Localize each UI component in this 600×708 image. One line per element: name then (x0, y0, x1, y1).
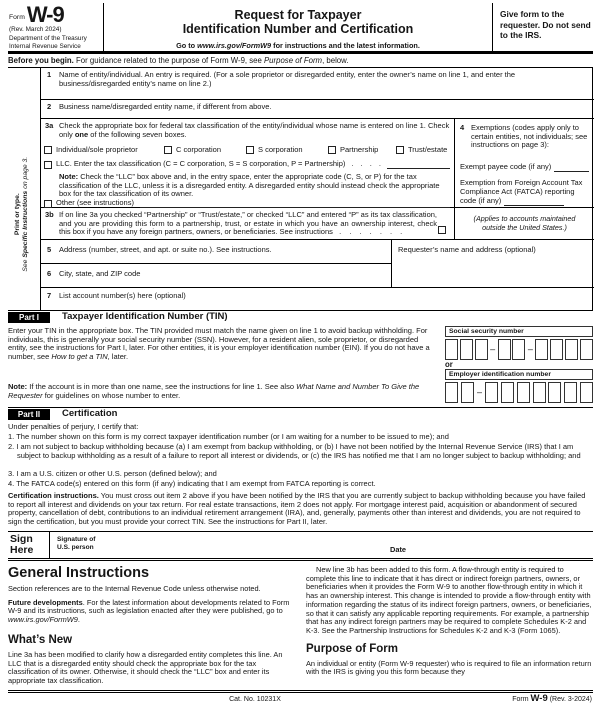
checkbox-foreign-partners[interactable] (438, 226, 446, 234)
fatca-code-row (460, 197, 589, 206)
form-url: www.irs.gov/FormW9 (197, 41, 272, 50)
line7-account-input[interactable] (241, 292, 588, 306)
sign-word: Sign (10, 533, 33, 545)
form-title-line2: Identification Number and Certification (182, 22, 414, 36)
ein-digit-cell[interactable] (580, 382, 593, 403)
ssn-label-box: Social security number (445, 326, 593, 337)
gi-future-developments (8, 599, 292, 625)
applies-note: (Applies to accounts maintained outside the United States.) (473, 214, 576, 232)
signature-label-line2: U.S. person (57, 544, 94, 551)
cert-item-1: 1. The number shown on this form is my correct taxpayer identification number (or I am waiting for a number to be issued to me); and (8, 432, 449, 441)
part1-title: Taxpayer Identification Number (TIN) (62, 311, 228, 322)
line3b-number: 3b (45, 210, 54, 219)
ein-digit-cell[interactable] (548, 382, 561, 403)
date-input[interactable] (428, 536, 593, 556)
part2-badge: Part II (8, 409, 50, 420)
ssn-digit-cell[interactable] (475, 339, 488, 360)
classification-option-llc (44, 160, 450, 169)
part1-header (8, 310, 593, 324)
purpose-of-form-title: Purpose of Form (306, 642, 399, 655)
whats-new-title: What’s New (8, 633, 73, 646)
ssn-dash: – (527, 344, 533, 354)
checkbox-s-corporation-label[interactable]: S corporation (258, 145, 303, 154)
checkbox-other[interactable] (44, 200, 52, 208)
gi-future-tail: . (77, 615, 80, 625)
see-instructions-pre: See (22, 257, 29, 272)
ssn-digit-cell[interactable] (580, 339, 593, 360)
cert-item-3: 3. I am a U.S. citizen or other U.S. person (defined below); and (8, 469, 217, 478)
line3a-number: 3a (45, 121, 54, 130)
row-name (41, 68, 594, 100)
checkbox-llc-label[interactable]: LLC. Enter the tax classification (C = C corporation, S = S corporation, P = Partnership) (56, 159, 346, 169)
line3a-label-post: of the following seven boxes. (88, 129, 187, 139)
applies-note-box (455, 208, 594, 240)
ssn-digit-cell[interactable] (565, 339, 578, 360)
gi-future-url: www.irs.gov/FormW9 (8, 615, 78, 625)
form-subtitle-pre: Go to (176, 41, 198, 50)
part1-badge: Part I (8, 312, 50, 323)
part1-note-italic: What Name and Number To Give the Requester (8, 382, 420, 400)
ein-dash: – (477, 387, 483, 397)
section-3b (41, 208, 454, 240)
exempt-payee-row (460, 163, 589, 172)
checkbox-individual[interactable] (44, 146, 52, 154)
ein-cells (445, 382, 593, 403)
llc-note-text: Check the “LLC” box above and, in the entry space, enter the appropriate code (C, S, or P) for the tax classification of the LLC, unless it is a disregarded entity. A disregarded entity should instead check the appropriate box for the tax classification of its owner. (59, 172, 440, 199)
footer-form-pre: Form (512, 696, 531, 703)
classification-option-other (44, 199, 450, 208)
gi-future-text: . For the latest information about developments related to Form W-9 and its instructions, such as legislation enacted after they were published, go to (8, 597, 290, 616)
see-instructions-tail: on page 3. (22, 156, 29, 191)
line2-business-name-input[interactable] (301, 102, 590, 116)
ssn-cells (445, 339, 593, 360)
line6-label: City, state, and ZIP code (59, 269, 141, 278)
ssn-digit-cell[interactable] (498, 339, 511, 360)
llc-note-lead: Note: (59, 172, 79, 181)
requester-label: Requester’s name and address (optional) (398, 245, 536, 254)
exempt-payee-label: Exempt payee code (if any) (460, 162, 552, 172)
line3a-label-pre: Check the appropriate box for federal tax classification of the entity/individual whose name is entered on line 1. Check only (59, 121, 450, 139)
before-you-begin-tail: , below. (322, 56, 349, 65)
here-word: Here (10, 544, 34, 556)
signature-input[interactable] (118, 536, 368, 556)
sign-row-rule (8, 558, 593, 561)
row-address (41, 240, 391, 264)
part1-note-tail: for guidelines on whose number to enter. (42, 390, 181, 400)
checkbox-c-corporation-label[interactable]: C corporation (176, 145, 222, 154)
line3b-label: If on line 3a you checked “Partnership” or “Trust/estate,” or checked “LLC” and entered “P” as its tax classification, and you are providing this form to a partnership, trust, or estate in which you have an ownership interest, check this box if you have any foreign partners, owners, or beneficiaries. See instructions (59, 210, 437, 237)
line5-address-input[interactable] (59, 255, 384, 263)
form-title-block (104, 3, 493, 51)
llc-tax-code-entry[interactable] (387, 160, 450, 169)
part1-note (8, 383, 436, 400)
classification-option-s-corp[interactable] (246, 146, 303, 155)
part1-instructions (8, 327, 436, 361)
sign-here-row (8, 531, 593, 558)
line2-label: Business name/disregarded entity name, if different from above. (59, 102, 272, 111)
checkbox-other-label[interactable]: Other (see instructions) (56, 198, 134, 208)
row-city-state-zip (41, 264, 594, 288)
fatca-code-label: code (if any) (460, 196, 502, 206)
ein-digit-cell[interactable] (501, 382, 514, 403)
before-you-begin (8, 56, 593, 68)
line1-name-input[interactable] (59, 88, 590, 98)
footer-form-rev: (Rev. 3-2024) (547, 696, 592, 703)
other-entry[interactable] (140, 199, 450, 208)
checkbox-c-corporation[interactable] (164, 146, 172, 154)
line5-label: Address (number, street, and apt. or suite no.). See instructions. (59, 245, 272, 254)
sign-here-label (10, 534, 33, 556)
line2-number: 2 (47, 102, 52, 111)
fatca-label: Exemption from Foreign Account Tax Compliance Act (FATCA) reporting (460, 178, 583, 196)
part1-para-italic: How to get a TIN (51, 351, 108, 361)
classification-option-partnership[interactable] (328, 146, 378, 155)
cert-item-4: 4. The FATCA code(s) entered on this form (if any) indicating that I am exempt from FATCA reporting is correct. (8, 479, 376, 488)
part1-para-pre: Enter your TIN in the appropriate box. The TIN provided must match the name given on line 1 to avoid backup withholding. For individuals, this is generally your social security number (SSN). However, for a resident alien, sole proprietor, or disregarded entity, see the instructions for Part I, later. For other entities, it is your employer identification number (EIN). If you do not have a number, see (8, 326, 430, 361)
before-you-begin-lead: Before you begin. (8, 56, 74, 65)
ssn-digit-cell[interactable] (445, 339, 458, 360)
certification-instructions-lead: Certification instructions. (8, 491, 99, 500)
line1-number: 1 (47, 70, 52, 79)
signature-label (57, 536, 95, 552)
line5-number: 5 (47, 245, 52, 254)
general-instructions-title: General Instructions (8, 565, 150, 581)
form-subtitle (104, 41, 492, 50)
before-you-begin-italic: Purpose of Form (263, 56, 323, 65)
catalog-number: Cat. No. 10231X (229, 696, 281, 703)
date-label: Date (390, 545, 407, 554)
part2-title: Certification (62, 408, 118, 419)
classification-option-c-corp[interactable] (164, 146, 221, 155)
give-form-note: Give form to the requester. Do not send to the IRS. (500, 9, 591, 40)
ssn-digit-cell[interactable] (460, 339, 473, 360)
gi-section-references: Section references are to the Internal Revenue Code unless otherwise noted. (8, 584, 261, 593)
classification-option-individual[interactable] (44, 146, 138, 155)
fatca-code-entry[interactable] (504, 197, 564, 206)
certification-instructions-text: You must cross out item 2 above if you have been notified by the IRS that you are currently subject to backup withholding because you have failed to report all interest and dividends on your tax return. For real estate transactions, item 2 does not apply. For mortgage interest paid, acquisition or abandonment of secured property, cancellation of debt, contributions to an individual retirement arrangement (IRA), and, generally, payments other than interest and dividends, you are not required to sign the certification, but you must provide your correct TIN. See the instructions for Part II, later. (8, 491, 586, 526)
ein-digit-cell[interactable] (485, 382, 498, 403)
checkbox-partnership[interactable] (328, 146, 336, 154)
line4-number: 4 (460, 123, 465, 132)
footer-rule (8, 690, 593, 693)
part2-intro: Under penalties of perjury, I certify that: (8, 422, 139, 431)
ssn-digit-cell[interactable] (550, 339, 563, 360)
sign-divider (49, 532, 50, 559)
see-instructions-bold: Specific Instructions (22, 190, 29, 258)
part2-header (8, 407, 593, 421)
checkbox-s-corporation[interactable] (246, 146, 254, 154)
form-subtitle-post: for instructions and the latest information. (271, 41, 420, 50)
form-word-label: Form (9, 14, 25, 21)
footer-form-number: W-9 (530, 693, 548, 704)
ssn-digit-cell[interactable] (512, 339, 525, 360)
ein-digit-cell[interactable] (445, 382, 458, 403)
ein-digit-cell[interactable] (533, 382, 546, 403)
row-classification (41, 119, 594, 240)
section-3a (41, 119, 454, 208)
llc-note (59, 173, 449, 199)
row-business-name (41, 100, 594, 119)
ein-digit-cell[interactable] (461, 382, 474, 403)
form-revision: (Rev. March 2024) (9, 26, 62, 33)
line3a-label (59, 122, 451, 139)
checkbox-trust-estate-label[interactable]: Trust/estate (408, 145, 448, 154)
exempt-payee-code-entry[interactable] (554, 163, 589, 172)
form-agency: Internal Revenue Service (9, 42, 81, 50)
tin-or-label: or (445, 360, 453, 369)
llc-dotted-leader: . . . . (351, 159, 384, 169)
line7-label: List account number(s) here (optional) (59, 291, 186, 300)
form-department: Department of the Treasury (9, 35, 87, 43)
form-id-block (8, 3, 104, 51)
signature-label-line1: Signature of (57, 536, 96, 543)
gi-future-lead: Future developments (8, 597, 83, 607)
checkbox-individual-label[interactable]: Individual/sole proprietor (56, 145, 138, 154)
row-account-numbers (41, 288, 594, 310)
instructions-right-column (306, 566, 593, 677)
part1-note-lead: Note: (8, 382, 28, 391)
footer-form-id (512, 694, 592, 705)
section-4-exemptions (454, 119, 594, 240)
line4-label: Exemptions (codes apply only to certain entities, not individuals; see instructions on page 3): (471, 123, 588, 150)
line1-label: Name of entity/individual. An entry is required. (For a sole proprietor or disregarded entity, enter the owner’s name on line 1, and enter the business/disregarded entity’s name on line 2.) (59, 70, 516, 88)
form-header (8, 3, 593, 54)
part1-note-pre: If the account is in more than one name, see the instructions for line 1. See also (27, 382, 297, 391)
checkbox-trust-estate[interactable] (396, 146, 404, 154)
form-number: W-9 (26, 2, 64, 27)
before-you-begin-body: For guidance related to the purpose of Form W-9, see (73, 56, 264, 65)
form-title-line1: Request for Taxpayer (234, 8, 362, 22)
classification-option-trust-estate[interactable] (396, 146, 447, 155)
part1-para-tail: , later. (107, 351, 129, 361)
line6-number: 6 (47, 269, 52, 278)
ssn-dash: – (490, 344, 496, 354)
line3a-label-bold: one (74, 129, 89, 139)
ein-digit-cell[interactable] (564, 382, 577, 403)
line3b-dotted-leader: . . . . . . . . (329, 227, 406, 236)
line6-city-input[interactable] (59, 279, 384, 287)
print-or-type-label: Print or type. (13, 193, 21, 236)
checkbox-llc[interactable] (44, 161, 52, 169)
cert-item-2: 2. I am not subject to backup withholding because (a) I am exempt from backup withholding, or (b) I have not been notified by the Internal Revenue Service (IRS) that I am subject to backup withholding as a result of a failure to report all interest or dividends, or (c) the IRS has notified me that I am no longer subject to backup withholding; and (8, 442, 581, 460)
print-or-type-rail (14, 112, 30, 316)
exemptions-upper (455, 119, 594, 208)
ein-digit-cell[interactable] (517, 382, 530, 403)
general-instructions-column (8, 565, 292, 686)
line7-number: 7 (47, 291, 52, 300)
line3b-explanation-para: New line 3b has been added to this form. A flow-through entity is required to complete this line to indicate that it has direct or indirect foreign partners, owners, or beneficiaries when it provides the Form W-9 to another flow-through entity in which it has an ownership interest. This change is intended to provide a flow-through entity with information regarding the status of its indirect foreign partners, owners, or beneficiaries, so that it can satisfy any applicable reporting requirements. For example, a partnership that has any indirect foreign partners may be required to complete Schedules K-2 and K-3. See the Partnership Instructions for Schedules K-2 and K-3 (Form 1065). (306, 565, 592, 635)
form-fields-box (40, 68, 593, 310)
certification-instructions (8, 492, 592, 526)
ssn-digit-cell[interactable] (535, 339, 548, 360)
ein-label-box: Employer identification number (445, 369, 593, 380)
purpose-of-form-para: An individual or entity (Form W-9 requester) who is required to file an information return with the IRS is giving you this form because they (306, 658, 592, 677)
checkbox-partnership-label[interactable]: Partnership (340, 145, 379, 154)
whats-new-para: Line 3a has been modified to clarify how a disregarded entity completes this line. An LLC that is a disregarded entity should check the appropriate box for the tax classification of its owner. Otherwise, it should check the “LLC” box and enter its appropriate tax classification. (8, 649, 283, 685)
